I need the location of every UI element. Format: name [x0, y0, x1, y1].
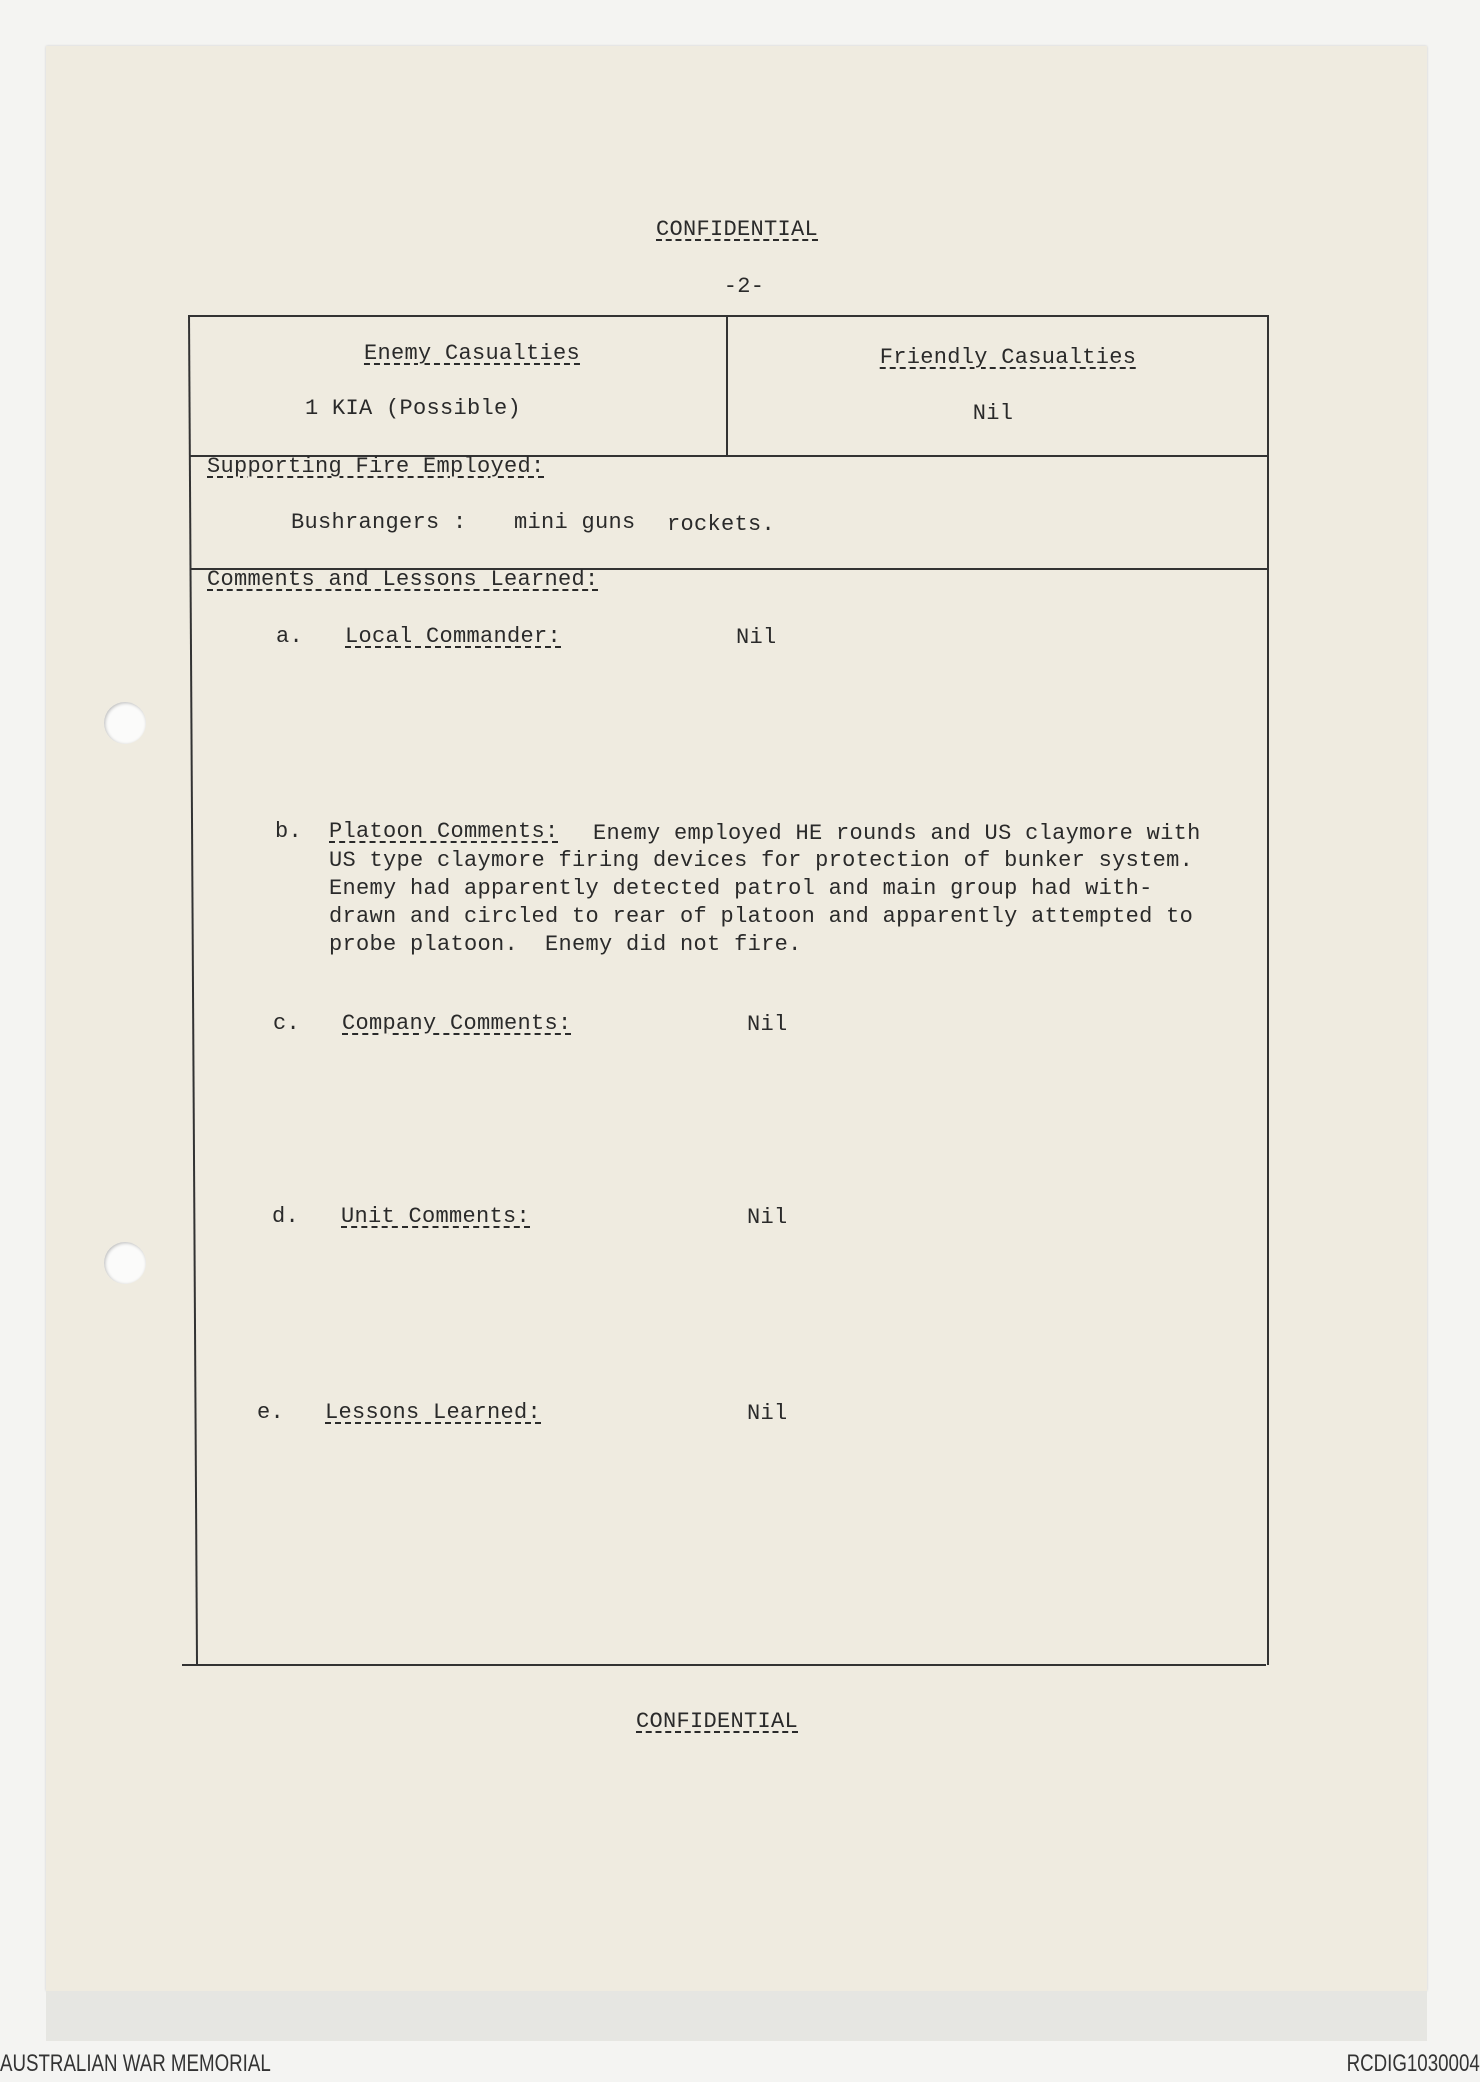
company-comments-value: Nil: [747, 1012, 788, 1037]
lessons-learned-value: Nil: [747, 1401, 788, 1426]
table-border-right: [1267, 315, 1269, 1665]
header-classification: CONFIDENTIAL: [655, 217, 819, 242]
unit-comments-label: Unit Comments:: [341, 1204, 531, 1229]
lessons-learned-label: Lessons Learned:: [325, 1400, 542, 1425]
table-border-bottom: [182, 1664, 1266, 1666]
punch-hole: [104, 1242, 146, 1284]
punch-hole: [104, 702, 146, 744]
local-commander-value: Nil: [736, 625, 777, 650]
caption-left: AUSTRALIAN WAR MEMORIAL: [0, 2050, 271, 2077]
enemy-casualties-value: 1 KIA (Possible): [305, 396, 522, 421]
platoon-comments-label: Platoon Comments:: [329, 819, 559, 844]
enemy-casualties-label: Enemy Casualties: [363, 341, 581, 366]
item-letter: a.: [276, 624, 304, 649]
local-commander-label: Local Commander:: [345, 624, 562, 649]
item-letter: e.: [257, 1400, 285, 1425]
footer-classification: CONFIDENTIAL: [635, 1709, 799, 1734]
platoon-comments-line: probe platoon. Enemy did not fire.: [329, 932, 802, 957]
friendly-casualties-label: Friendly Casualties: [879, 345, 1137, 370]
caption-right: RCDIG1030004: [1346, 2050, 1480, 2077]
friendly-casualties-value: Nil: [972, 401, 1014, 426]
platoon-comments-line: drawn and circled to rear of platoon and apparently attempted to: [329, 904, 1194, 929]
supporting-fire-weapon: rockets.: [667, 512, 776, 537]
unit-comments-value: Nil: [747, 1205, 788, 1230]
supporting-fire-label: Supporting Fire Employed:: [207, 454, 545, 479]
scan-background: [46, 1991, 1427, 2041]
item-letter: c.: [273, 1011, 301, 1036]
comments-label: Comments and Lessons Learned:: [207, 567, 599, 592]
supporting-fire-weapon: mini guns: [514, 510, 636, 535]
table-divider: [726, 315, 728, 455]
document-page: [46, 46, 1427, 1991]
company-comments-label: Company Comments:: [342, 1011, 572, 1036]
platoon-comments-line: Enemy employed HE rounds and US claymore with: [593, 821, 1201, 846]
item-letter: b.: [275, 819, 303, 844]
platoon-comments-line: US type claymore firing devices for protection of bunker system.: [329, 848, 1194, 873]
item-letter: d.: [272, 1204, 300, 1229]
platoon-comments-line: Enemy had apparently detected patrol and main group had with-: [329, 876, 1153, 901]
page-number: -2-: [723, 274, 765, 299]
supporting-fire-unit: Bushrangers :: [291, 510, 467, 535]
table-border-top: [190, 315, 1268, 317]
